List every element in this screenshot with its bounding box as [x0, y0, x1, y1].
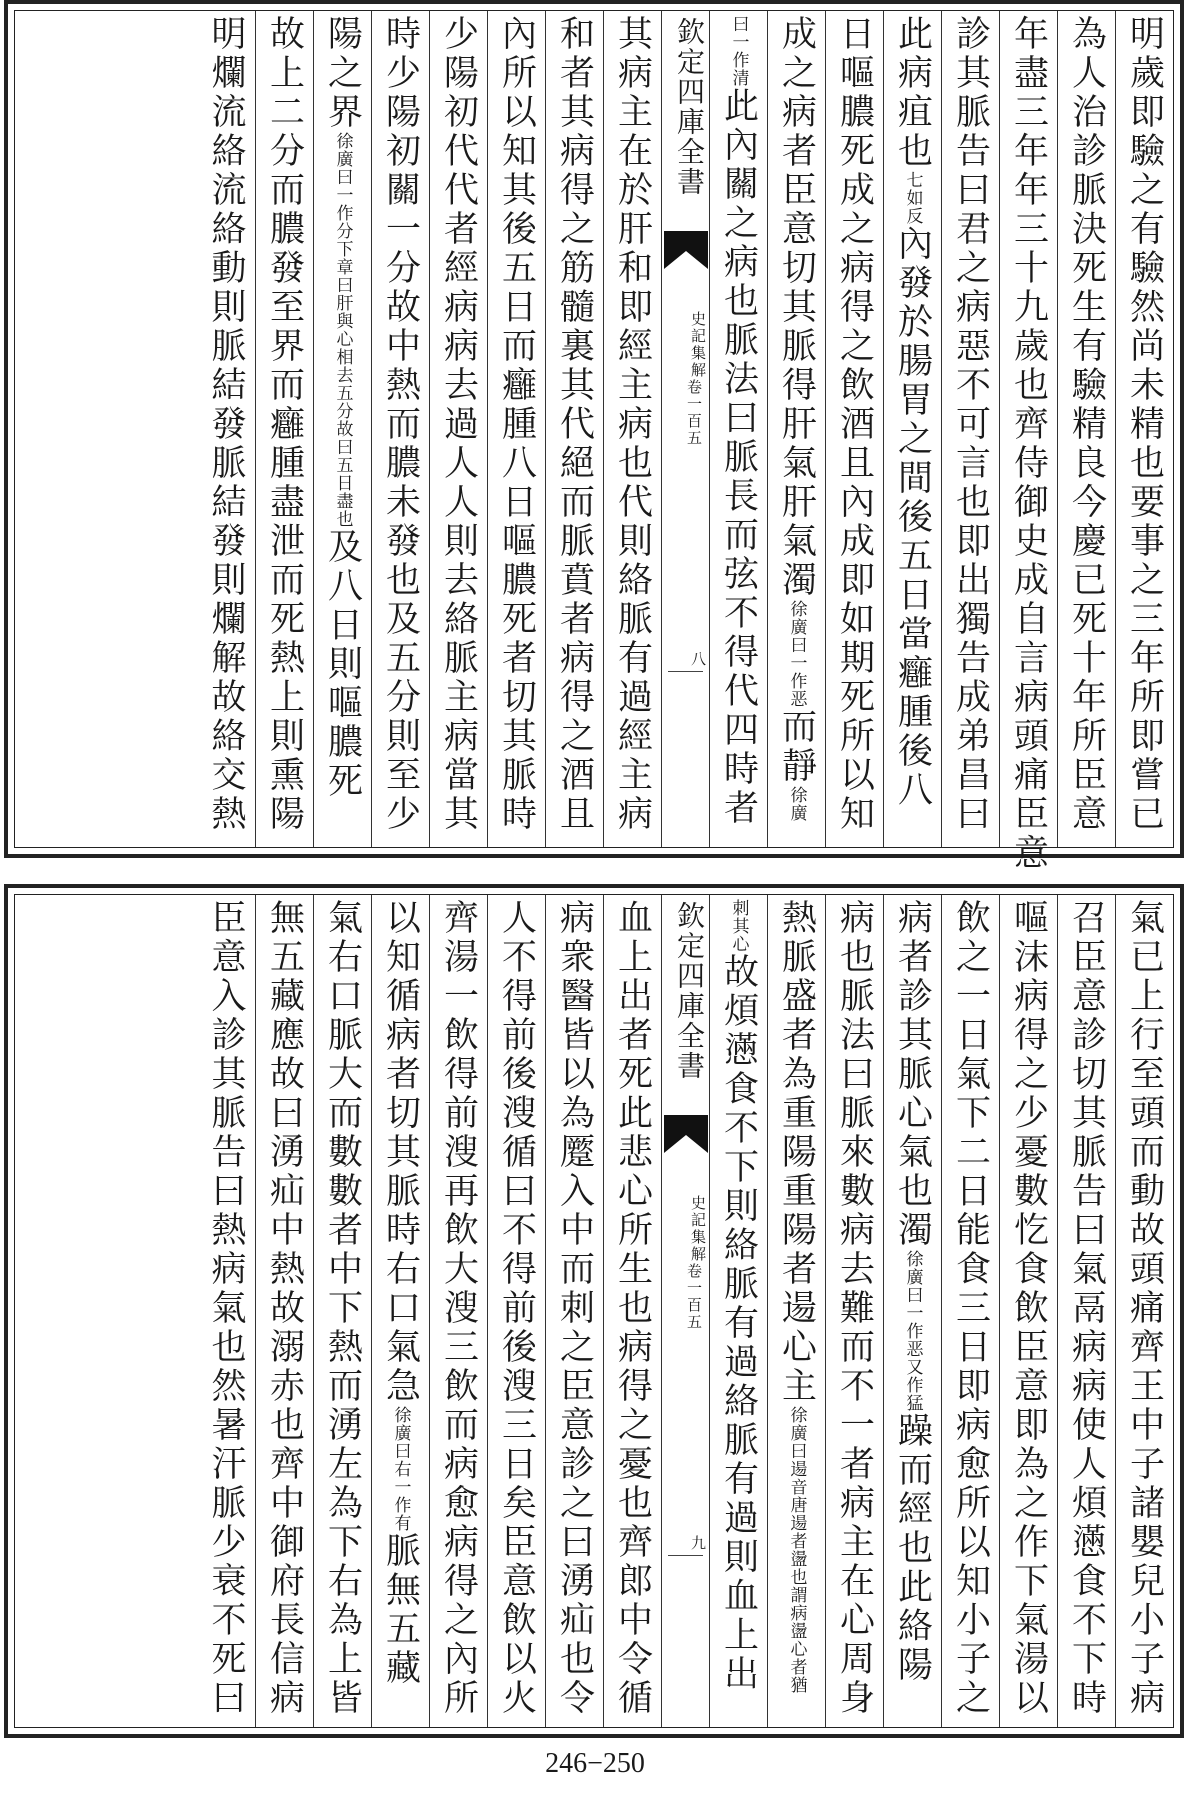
column-text [605, 895, 661, 1727]
book-title: 史記集解 [689, 311, 707, 379]
column-text [1117, 11, 1173, 847]
commentary-note: 曰一作清 [728, 15, 749, 87]
lower-page-panel [4, 884, 1184, 1738]
main-text: 無五藏應故曰湧疝中熱故溺赤也齊中御府長信病 [264, 899, 305, 1718]
column-text [769, 11, 825, 847]
upper-text-columns [15, 11, 1173, 873]
main-text: 陽之界 [322, 15, 363, 132]
volume-number: 卷一百五 [685, 1263, 703, 1331]
commentary-note: 徐廣曰一作分下章曰肝與心相去五分故曰五日盡也 [332, 132, 353, 528]
lower-page-frame [14, 894, 1174, 1728]
text-column [371, 895, 429, 1727]
main-text: 故上二分而膿發至界而癰腫盡泄而死熱上則熏陽 [264, 15, 305, 834]
column-text [827, 11, 883, 847]
column-text [198, 11, 254, 847]
main-text: 病也脈法曰脈來數病去難而不一者病主在心周身 [834, 899, 875, 1718]
center-gutter [661, 11, 709, 847]
text-column [767, 895, 825, 1727]
fishtail-mark-icon [664, 1115, 708, 1153]
commentary-note: 徐廣曰右一作有 [390, 1406, 411, 1532]
text-column [429, 11, 487, 847]
gutter-rule [668, 1555, 703, 1556]
main-text: 和者其病得之筋髓裏其代絕而脈賁者病得之酒且 [554, 15, 595, 834]
upper-page-panel [4, 0, 1184, 873]
book-and-volume [662, 1195, 709, 1331]
text-column [709, 895, 767, 1727]
main-text: 血上出者死此悲心所生也病得之憂也齊郎中令循 [612, 899, 653, 1718]
main-text: 齊湯一飲得前溲再飲大溲三飲而病愈病得之內所 [438, 899, 479, 1718]
main-text: 明爛流絡流絡動則脈結發脈結發則爛解故絡交熱 [206, 15, 246, 834]
main-text: 及八日則嘔膿死 [322, 528, 363, 801]
text-column [255, 895, 313, 1727]
column-text [943, 11, 999, 847]
column-text [711, 11, 767, 847]
text-column [999, 895, 1057, 1727]
column-text [373, 11, 429, 847]
main-text: 氣已上行至頭而動故頭痛齊王中子諸嬰兒小子病 [1124, 899, 1165, 1718]
column-text [489, 895, 545, 1727]
column-text [885, 895, 941, 1727]
volume-number: 卷一百五 [685, 379, 703, 447]
text-column [709, 11, 767, 847]
column-text [827, 895, 883, 1727]
upper-page-frame [14, 10, 1174, 873]
collection-title: 欽定四庫全書 [673, 901, 706, 1081]
column-text [373, 895, 429, 1727]
text-column [429, 895, 487, 1727]
text-column [545, 11, 603, 847]
main-text: 成之病者臣意切其脈得肝氣肝氣濁 [776, 15, 817, 600]
center-gutter [661, 895, 709, 1727]
text-column [767, 11, 825, 847]
commentary-note: 徐廣曰逿音唐逿者盪也謂病盪心者猶 [786, 1406, 807, 1694]
fishtail-mark-icon [664, 231, 708, 269]
text-column [313, 11, 371, 847]
main-text: 日嘔膿死成之病得之飲酒且內成即如期死所以知 [834, 15, 875, 834]
main-text: 躁而經也此絡陽 [892, 1412, 933, 1685]
leaf-number: 九 [689, 1535, 707, 1550]
commentary-note: 徐廣 [786, 786, 807, 822]
column-text [605, 11, 661, 847]
commentary-note: 七如反 [902, 171, 923, 225]
text-column [883, 895, 941, 1727]
text-column [545, 895, 603, 1727]
column-text [431, 11, 487, 847]
collection-title: 欽定四庫全書 [673, 17, 706, 197]
leaf-number: 八 [689, 651, 707, 666]
main-text: 脈無五藏 [380, 1532, 421, 1688]
main-text: 召臣意診切其脈告曰氣鬲病病使人煩懣食不下時 [1066, 899, 1107, 1718]
text-column [941, 895, 999, 1727]
commentary-note: 徐廣曰一作恶 [786, 600, 807, 708]
commentary-note: 刺其心 [728, 899, 749, 953]
column-text [1001, 895, 1057, 1727]
text-column [999, 11, 1057, 873]
text-column [1115, 11, 1173, 847]
text-column [197, 11, 255, 847]
text-column [1115, 895, 1173, 1727]
text-column [1057, 11, 1115, 847]
main-text: 病衆醫皆以為蹷入中而刺之臣意診之曰湧疝也令 [554, 899, 595, 1718]
main-text: 年盡三年年三十九歲也齊侍御史成自言病頭痛臣意 [1008, 15, 1049, 873]
text-column [603, 895, 661, 1727]
column-text [1059, 895, 1115, 1727]
column-text [198, 895, 254, 1727]
text-column [371, 11, 429, 847]
main-text: 此病疽也 [892, 15, 933, 171]
main-text: 時少陽初關一分故中熱而膿未發也及五分則至少 [380, 15, 421, 834]
book-title: 史記集解 [689, 1195, 707, 1263]
column-text [1117, 895, 1173, 1727]
column-text [547, 895, 603, 1727]
column-text [489, 11, 545, 847]
column-text [315, 895, 371, 1727]
gutter-rule [668, 671, 703, 672]
column-text [943, 895, 999, 1727]
column-text [431, 895, 487, 1727]
main-text: 此內關之病也脈法曰脈長而弦不得代四時者 [718, 87, 759, 828]
lower-text-columns [15, 895, 1173, 1727]
column-text [257, 11, 313, 847]
column-text [711, 895, 767, 1727]
text-column [825, 895, 883, 1727]
main-text: 嘔沫病得之少憂數忔食飲臣意即為之作下氣湯以 [1008, 899, 1049, 1718]
text-column [825, 11, 883, 847]
main-text: 以知循病者切其脈時右口氣急 [380, 899, 421, 1406]
text-column [255, 11, 313, 847]
column-text [547, 11, 603, 847]
main-text: 病者診其脈心氣也濁 [892, 899, 933, 1250]
text-column [487, 11, 545, 847]
main-text: 氣右口脈大而數數者中下熱而湧左為下右為上皆 [322, 899, 363, 1718]
main-text: 而靜 [776, 708, 817, 786]
text-column [883, 11, 941, 847]
text-column [197, 895, 255, 1727]
page-range-footer: 246−250 [545, 1748, 645, 1779]
text-column [313, 895, 371, 1727]
text-column [487, 895, 545, 1727]
main-text: 故煩懣食不下則絡脈有過絡脈有過則血上出 [718, 953, 759, 1694]
main-text: 內發於腸胃之間後五日當癰腫後八 [892, 225, 933, 810]
commentary-note: 徐廣曰一作恶又作猛 [902, 1250, 923, 1412]
main-text: 其病主在於肝和即經主病也代則絡脈有過經主病 [612, 15, 653, 834]
column-text [1059, 11, 1115, 847]
book-and-volume [662, 311, 709, 447]
column-text [315, 11, 371, 847]
main-text: 少陽初代代者經病病去過人人則去絡脈主病當其 [438, 15, 479, 834]
main-text: 飲之一日氣下二日能食三日即病愈所以知小子之 [950, 899, 991, 1718]
column-text [257, 895, 313, 1727]
text-column [603, 11, 661, 847]
column-text [769, 895, 825, 1727]
main-text: 熱脈盛者為重陽重陽者逿心主 [776, 899, 817, 1406]
main-text: 人不得前後溲循曰不得前後溲三日矣臣意飲以火 [496, 899, 537, 1718]
main-text: 臣意入診其脈告曰熱病氣也然暑汗脈少衰不死曰 [206, 899, 246, 1718]
column-text [885, 11, 941, 847]
main-text: 明歲即驗之有驗然尚未精也要事之三年所即嘗已 [1124, 15, 1165, 834]
main-text: 為人治診脈決死生有驗精良今慶已死十年所臣意 [1066, 15, 1107, 834]
column-text [1001, 11, 1057, 873]
text-column [941, 11, 999, 847]
main-text: 診其脈告曰君之病惡不可言也即出獨告成弟昌曰 [950, 15, 991, 834]
text-column [1057, 895, 1115, 1727]
main-text: 內所以知其後五日而癰腫八日嘔膿死者切其脈時 [496, 15, 537, 834]
